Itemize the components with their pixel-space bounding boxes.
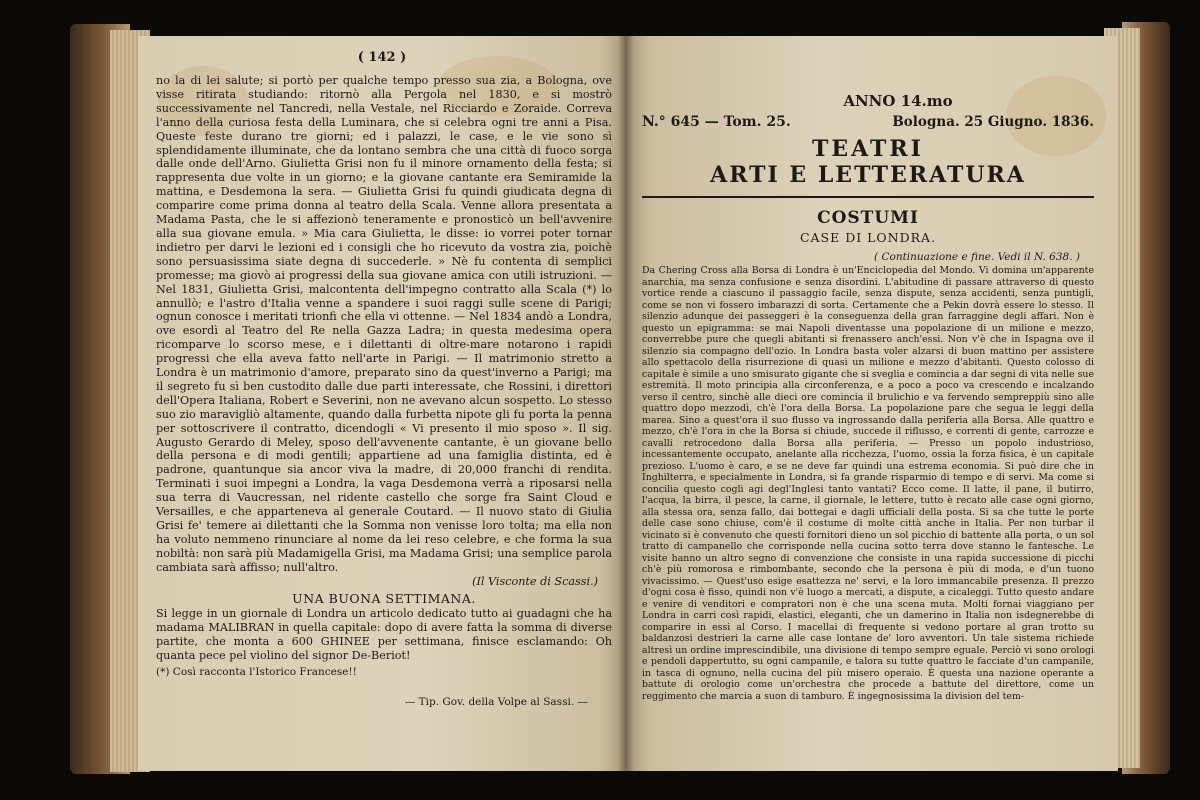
printer-imprint: — Tip. Gov. della Volpe al Sassi. — [404, 695, 588, 708]
open-book [70, 14, 1170, 784]
masthead-rule [642, 196, 1094, 198]
left-page-text [156, 74, 612, 710]
right-page-text [642, 92, 1094, 702]
section-heading: UNA BUONA SETTIMANA. [292, 590, 476, 606]
left-page [138, 36, 626, 771]
section-paragraph: Si legge in un giornale di Londra un articolo dedicato tutto ai guadagni che ha madama MALIBRAN in quella capitale: dopo di avere fatta la somma di diverse partite, che monta a 600 GHINEE per settimana, finisce esclamando: Oh quanta pece pel violino del signor De-Beriot! [156, 607, 612, 663]
right-page [626, 36, 1118, 771]
masthead-title-1: TEATRI [812, 136, 924, 162]
footnote: (*) Così racconta l'Istorico Francese!! [156, 666, 357, 679]
continuation-note: ( Continuazione e fine. Vedi il N. 638. ) [874, 251, 1080, 263]
section-title: COSTUMI [817, 208, 919, 228]
article-signature: (Il Visconte di Scassi.) [472, 574, 598, 588]
article-paragraph: no la di lei salute; si portò per qualche tempo presso sua zia, a Bologna, ove visse ritirata studiando: ritornò alla Pergola nel 1830, e si mostrò successivamente nel Tancredi, nella Vestale, nel Ricciardo e Zoraide. Correva l'anno della curiosa festa della Luminara, che si celebra ogni tre anni a Pisa. Queste feste durano tre giorni; ed i palazzi, le case, e le vie sono sì splendidamente illuminate, che da lontano sembra che una città di fuoco sorga dalle onde dell'Arno. Giulietta Grisi non fu il minore ornamento della festa; si rappresenta due volte in un giorno; e la giovane cantante era Semiramide la mattina, e Desdemona la sera. — Giulietta Grisi fu quindi giudicata degna di comparire come prima donna al teatro della Scala. Venne allora presentata a Madama Pasta, che le si affezionò teneramente e pronosticò un bell'avvenire alla sua giovane emula. » Mia cara Giulietta, le disse: io vorrei poter tornar indietro per darvi le lezioni ed i consigli che ho ricevuto da vostra zia, poichè sono persuasissima siate degna di succederle. » Nè fu contenta di semplici promesse; ma giovò ai progressi della sua giovane amica con utili istruzioni. — Nel 1831, Giulietta Grisi, malcontenta dell'impegno contratto alla Scala (*) lo annullò; e l'astro d'Italia venne a spandere i suoi raggi sulle scene di Parigi; ognun conosce i meritati trionfi che ella vi ottenne. — Nel 1834 andò a Londra, ove esordì al Teatro del Re nella Gazza Ladra; in questa medesima opera ricomparve lo scorso mese, e i dilettanti di oltre-mare notarono i rapidi progressi che ella aveva fatto nell'arte in Parigi. — Il matrimonio stretto a Londra è un matrimonio d'amore, preparato sino da quest'inverno a Parigi; ma il segreto fu sì ben custodito dalle due parti interessate, che Rossini, i direttori dell'Opera Italiana, Robert e Severini, non ne avevano alcun sospetto. Lo stesso suo zio maravigliò altamente, quando dalla furbetta nipote gli fu porta la penna per sottoscrivere il contratto, dicendogli « Vi presento il mio sposo ». Il sig. Augusto Gerardo di Meley, sposo dell'avvenente cantante, è un giovane bello della persona e di modi gentili; appartiene ad una famiglia distinta, ed è padrone, quantunque sia ancor viva la madre, di 20,000 franchi di rendita. Terminati i suoi impegni a Londra, la vaga Desdemona verrà a riposarsi nella sua terra di Vaucressan, nel ridente castello che sorge fra Saint Cloud e Versailles, e che apparteneva al generale Coutard. — Il nuovo stato di Giulia Grisi fe' temere ai dilettanti che la Somma non venisse loro tolta; ma ella non ha voluto nemmeno rinunciare al nome da lei reso celebre, e che forma la sua nobiltà: non sarà più Madamigella Grisi, ma Madama Grisi; una semplice parola cambiata sarà affisso; null'altro. [156, 74, 612, 574]
masthead-row [642, 114, 1094, 130]
masthead-title-2: ARTI E LETTERATURA [710, 162, 1026, 188]
article-body: Da Chering Cross alla Borsa di Londra è un'Enciclopedia del Mondo. Vi domina un'apparente anarchia, ma senza confusione e senza disordini. L'abitudine di passare attraverso di questo vortice rende a ciascuno il passaggio facile, senza dispute, senza accidenti, senza puntigli, come se non vi fossero imbarazzi di sorta. Certamente che a Pekin dovrà essere lo stesso. Il silenzio adunque dei passeggeri è la conseguenza della gran farraggine degli affari. Non è questo un epigramma: se mai Napoli diventasse una popolazione di un milione e mezzo, converrebbe pure che quegli abitanti si frenassero anch'essi. Non v'è che in Ispagna ove il silenzio sia compagno dell'ozio. In Londra basta voler alzarsi di buon mattino per assistere allo spettacolo della risurrezione di quasi un milione e mezzo d'abitanti. Questo colosso di capitale è simile a uno smisurato gigante che si sveglia e comincia a dar segni di vita nelle sue estremità. Il moto principia alla circonferenza, e a poco a poco va crescendo e incalzando verso il centro, sinchè alle dieci ore comincia il brulichio e va fervendo sempreppiù sino alle quattro dopo mezzodì, ch'è l'ora della Borsa. La popolazione pare che segua le leggi della marea. Sino a quest'ora il suo flusso va ingrossando dalla periferia alla Borsa. Alle quattro e mezzo, ch'è l'ora in che la Borsa si chiude, succede il riflusso, e correnti di gente, carrozze e cavalli retrocedono dalla Borsa alla periferia. — Presso un popolo industrioso, incessantemente occupato, anelante alla ricchezza, l'uomo, ossia la forza fisica, è un capitale prezioso. L'uomo è caro, e se ne deve far quindi una estrema economia. Si può dire che in Inghilterra, e specialmente in Londra, si fa grande risparmio di tempo e di servi. Ma come si concilia questo cogli agi degl'Inglesi tanto vantati? Ecco come. Il latte, il pane, il butirro, l'acqua, la birra, il pesce, la carne, il giornale, le lettere, tutto è recato alle case ogni giorno, alla stessa ora, senza fallo, dai bottegai e dagli ufficiali della posta. Si sa che tutte le porte delle case sono chiuse, com'è il costume di molte città anche in Italia. Per non turbar il vicinato si è convenuto che questi fornitori dieno un sol picchio di battente alla porta, o un sol tratto di campanello che corrisponde nella cucina sotto terra dove stanno le fantesche. Le visite hanno un altro segno di convenzione che consiste in una rapida successione di picchi ch'è più romorosa e rimbombante, secondo che la persona è più di moda, e d'un tuono vivacissimo. — Quest'uso esige esattezza ne' servi, e la loro immancabile presenza. Il prezzo d'ogni cosa è fisso, quindi non v'è luogo a mercati, a dispute, a cicaleggi. Tutto questo andare e venire di venditori e compratori non è che una scena muta. Molti fornai viaggiano per Londra in carri così rapidi, elastici, eleganti, che un damerino in Italia non isdegnerebbe di comparire in essi al Corso. I macellai di frequente si vedono portare al gran trotto su baldanzosi destrieri la carne alle case lontane de' loro avventori. Un tale sistema richiede altresì un ordine imprescindibile, una divisione di tempo sempre eguale. Perciò vi sono orologi e pendoli dappertutto, su ogni campanile, e talora su tutte quattro le facciate d'un campanile, in tasca di ognuno, nella cucina del più misero operaio. È questa una nazione operante a battute di orologio come un'orchestra che procede a battute del direttore, come un reggimento che marcia a suon di tamburo. È ingegnosissima la division del tem- [642, 265, 1094, 702]
book-gutter [618, 36, 634, 771]
issue-number: N.° 645 — Tom. 25. [642, 114, 791, 130]
page-number: ( 142 ) [357, 50, 407, 65]
section-subtitle: CASE DI LONDRA. [799, 230, 937, 245]
year-label: ANNO 14.mo [843, 92, 953, 110]
place-date: Bologna. 25 Giugno. 1836. [892, 114, 1094, 130]
